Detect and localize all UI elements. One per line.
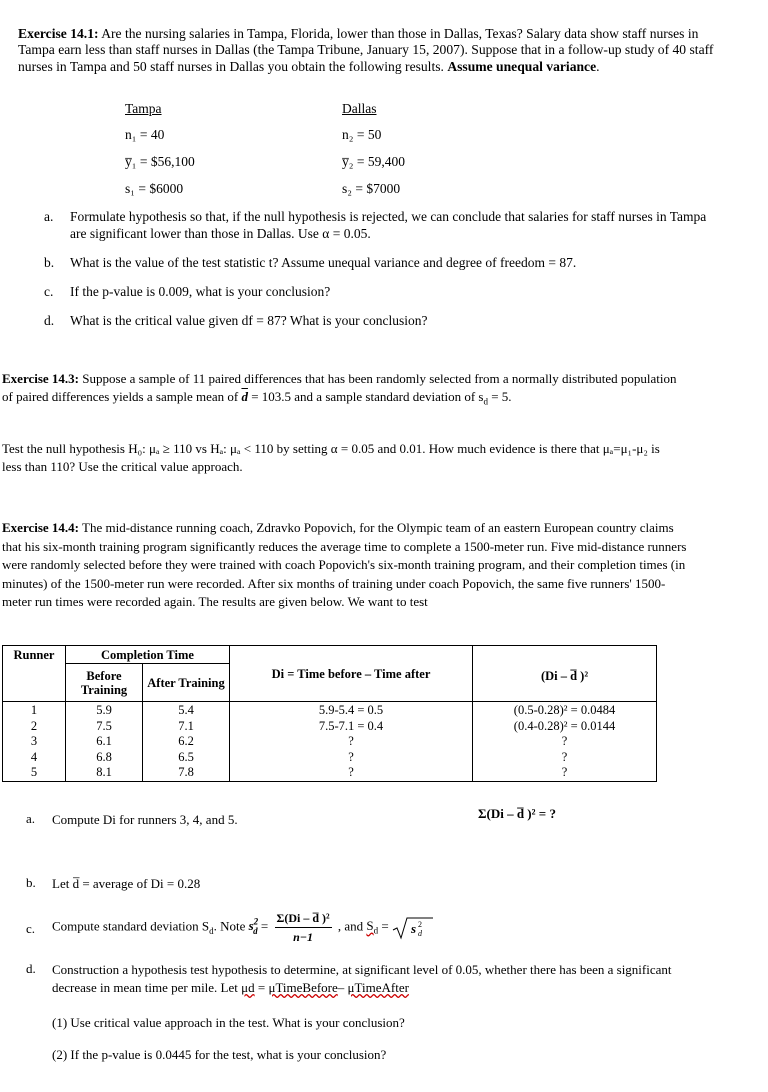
square-root-symbol	[392, 916, 434, 940]
assume-unequal-variance: Assume unequal variance	[447, 58, 597, 74]
svg-text:s: s	[410, 920, 417, 936]
header-di: Di = Time before – Time after	[230, 646, 473, 702]
exercise-14-3-para2: Test the null hypothesis H₀: μₐ ≥ 110 vs Hₐ: μₐ < 110 by setting α = 0.05 and 0.01. How much evidence is there that μₐ=μ₁-μ₂ is less than 110? Use the critical value approach.	[2, 441, 660, 474]
header-after-training: After Training	[143, 664, 230, 702]
cell-runner: 1	[3, 702, 66, 719]
part-text: Compute Di for runners 3, 4, and 5.	[52, 812, 238, 827]
cell-after: 6.2	[143, 734, 230, 750]
cell-di: 5.9-5.4 = 0.5	[230, 702, 473, 719]
formula-denominator: n−1	[293, 930, 314, 944]
cell-di: ?	[230, 750, 473, 766]
sd-label	[366, 918, 379, 937]
part-text: Let d̅ = average of Di = 0.28	[52, 876, 201, 891]
dallas-sd: s₂ = $7000	[342, 181, 401, 196]
formula-numerator: Σ(Di – d̅ )²	[275, 909, 332, 928]
sum-of-squared-deviations: Σ(Di – d̅ )² = ?	[478, 806, 556, 821]
dallas-header: Dallas	[342, 101, 377, 116]
cell-di: ?	[230, 765, 473, 781]
header-runner: Runner	[3, 646, 66, 702]
part-label: b.	[26, 875, 36, 890]
exercise-14-4-intro	[2, 519, 692, 612]
exercise-14-4-title: Exercise 14.4:	[2, 520, 80, 535]
part-d-text: Construction a hypothesis test hypothesis to determine, at significant level of 0.05, whether there has been a significant decrease in mean time per mile. Let	[52, 962, 672, 995]
cell-before: 5.9	[66, 702, 143, 719]
subscript-d: d	[209, 926, 214, 937]
part-d-1: (1) Use critical value approach in the test. What is your conclusion?	[52, 1015, 405, 1030]
cell-runner: 3	[3, 734, 66, 750]
question-label: a.	[44, 209, 54, 224]
runner-data-table	[2, 645, 657, 782]
exercise-14-1-title: Exercise 14.1:	[18, 26, 99, 41]
part-c-and: , and	[337, 918, 367, 934]
tampa-sd: s₁ = $6000	[125, 181, 184, 196]
table-row	[3, 702, 657, 719]
part-text	[52, 961, 697, 997]
exercise-14-1-intro	[18, 26, 730, 75]
question-text: What is the critical value given df = 87? What is your conclusion?	[70, 313, 428, 328]
part-c-note: . Note	[213, 918, 249, 934]
d-bar: $\overline{d}$	[241, 389, 248, 404]
cell-dev: ?	[473, 750, 657, 766]
part-text: Compute standard deviation $S_d$. Note $s^2_d$ = $\frac{\text{Σ(Di – d̅ )²}}{n-1}$ , and $S_d$ = s 2 d	[52, 909, 712, 946]
exercise-14-3-title: Exercise 14.3:	[2, 371, 80, 386]
question-label: c.	[44, 284, 54, 299]
part-label: d.	[26, 961, 36, 976]
svg-text:2: 2	[417, 919, 422, 929]
table-row	[3, 765, 657, 781]
cell-before: 6.8	[66, 750, 143, 766]
table-row	[3, 719, 657, 735]
cell-dev: ?	[473, 734, 657, 750]
cell-after: 7.1	[143, 719, 230, 735]
cell-dev: (0.5-0.28)² = 0.0484	[473, 702, 657, 719]
minus: –	[337, 980, 348, 995]
cell-before: 6.1	[66, 734, 143, 750]
tampa-n: n₁ = 40	[125, 127, 165, 142]
cell-di: ?	[230, 734, 473, 750]
svg-text:d: d	[417, 928, 422, 938]
cell-before: 7.5	[66, 719, 143, 735]
exercise-14-3-para1	[2, 370, 682, 411]
part-c-text: Compute standard deviation S	[52, 918, 210, 934]
cell-dev: ?	[473, 765, 657, 781]
table-header-row	[3, 646, 657, 664]
cell-before: 8.1	[66, 765, 143, 781]
equals: =	[254, 980, 269, 995]
question-text: What is the value of the test statistic t? Assume unequal variance and degree of freedom = 87.	[70, 255, 577, 270]
tampa-header: Tampa	[125, 101, 162, 116]
part-label: c.	[26, 921, 36, 936]
cell-runner: 2	[3, 719, 66, 735]
subscript-d: d	[483, 396, 488, 407]
exercise-14-4-text: The mid-distance running coach, Zdravko Popovich, for the Olympic team of an eastern European country claims that his six-month training program significantly reduces the average time to complete a 1500-meter run. Five mid-distance runners were randomly selected before they were trained with coach Popovich's six-month training program, and their completion times (in minutes) of the 1500-meter run were recorded. After six months of training under coach Popovich, the same five runners' 1500-meter run times were recorded again. The results are given below. We want to test	[2, 520, 687, 609]
cell-runner: 5	[3, 765, 66, 781]
exercise-14-3-text: Suppose a sample of 11 paired differences that has been randomly selected from a normally distributed population of paired differences yields a sample mean of	[2, 371, 677, 404]
sd-letter: S	[366, 918, 374, 934]
mu-time-after: μTimeAfter	[347, 980, 409, 995]
mu-time-before: μTimeBefore	[268, 980, 338, 995]
tampa-mean: y̅₁ = $56,100	[125, 154, 195, 169]
variance-formula	[275, 909, 332, 946]
period: .	[596, 58, 600, 74]
header-completion-time: Completion Time	[66, 646, 230, 664]
cell-runner: 4	[3, 750, 66, 766]
question-text: Formulate hypothesis so that, if the null hypothesis is rejected, we can conclude that salaries for staff nurses in Tampa are significant lower than those in Dallas. Use α = 0.05.	[70, 209, 707, 241]
table-body	[3, 702, 657, 782]
mu-d: μd	[241, 980, 255, 995]
cell-dev: (0.4-0.28)² = 0.0144	[473, 719, 657, 735]
s-squared-d: $s^2_d$	[248, 917, 259, 937]
cell-after: 7.8	[143, 765, 230, 781]
cell-after: 5.4	[143, 702, 230, 719]
dallas-n: n₂ = 50	[342, 127, 382, 142]
exercise-14-3-text-b: = 103.5 and a sample standard deviation of s	[247, 389, 484, 404]
exercise-14-1-text: Are the nursing salaries in Tampa, Florida, lower than those in Dallas, Texas? Salary data show staff nurses in Tampa earn less than staff nurses in Dallas (the Tampa Tribune, January 15, 2007). Suppose that in a follow-up study of 40 staff nurses in Tampa and 50 staff nurses in Dallas you obtain the following results.	[18, 26, 714, 74]
part-label: a.	[26, 811, 36, 826]
header-deviation-squared: (Di – d̅ )²	[473, 646, 657, 702]
question-label: d.	[44, 313, 55, 328]
header-before-training: Before Training	[66, 664, 143, 702]
cell-di: 7.5-7.1 = 0.4	[230, 719, 473, 735]
cell-after: 6.5	[143, 750, 230, 766]
question-text: If the p-value is 0.009, what is your conclusion?	[70, 284, 331, 299]
table-row	[3, 734, 657, 750]
part-d-2: (2) If the p-value is 0.0445 for the test, what is your conclusion?	[52, 1047, 387, 1062]
dallas-mean: y̅₂ = 59,400	[342, 154, 405, 169]
exercise-14-3-text-c: = 5.	[487, 389, 512, 404]
question-label: b.	[44, 255, 55, 270]
table-row	[3, 750, 657, 766]
sd-subscript: d	[373, 926, 379, 937]
